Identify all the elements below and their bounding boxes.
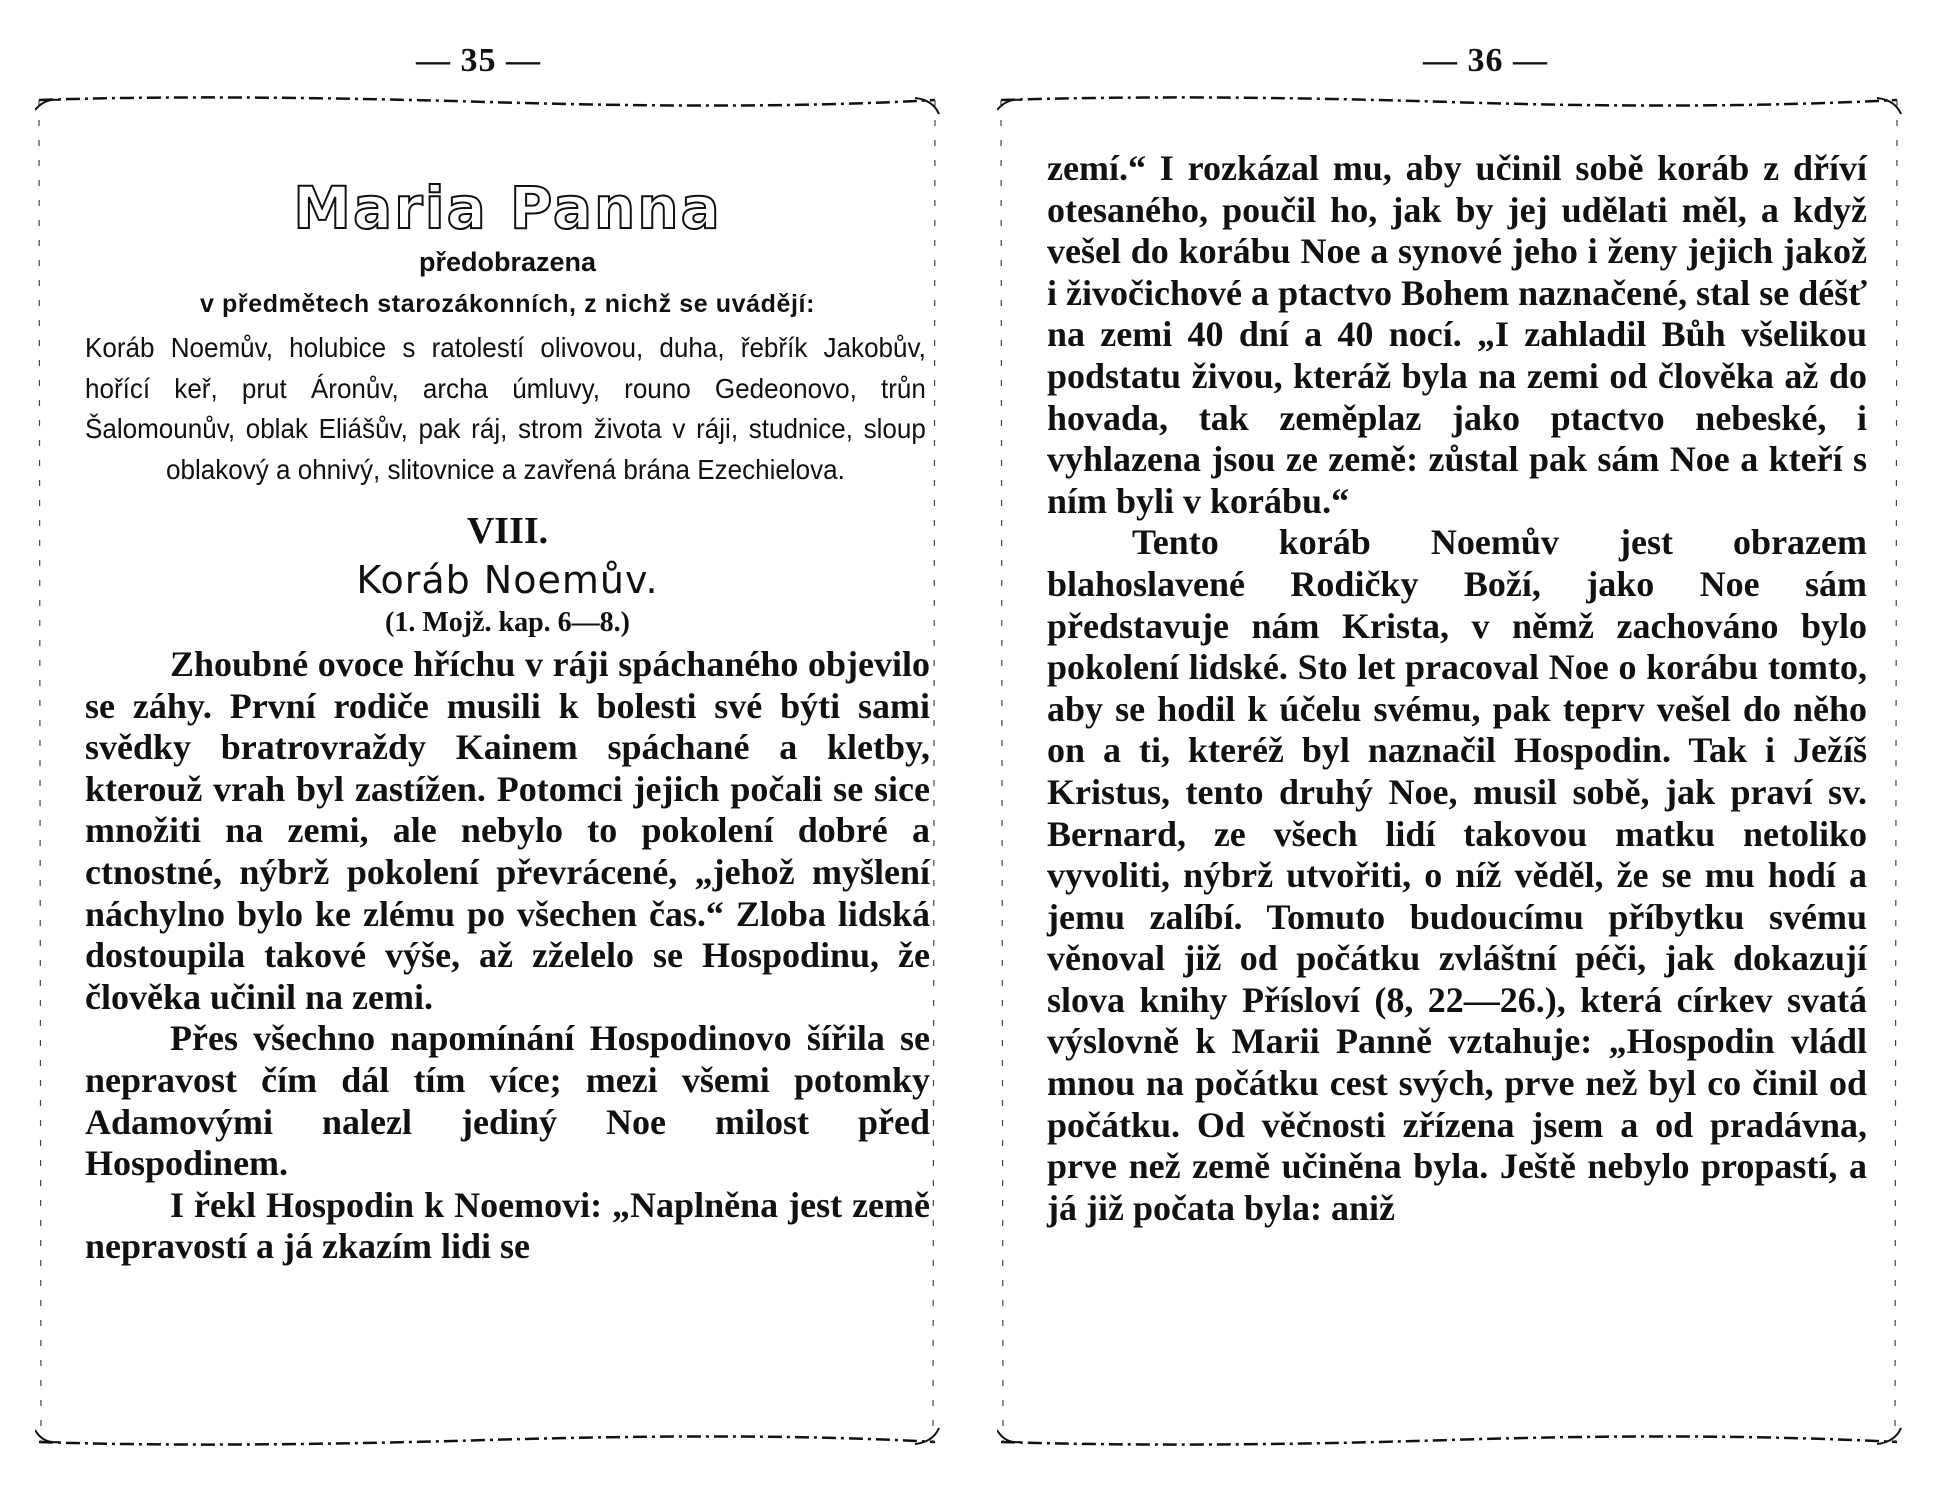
page-title: Maria Panna [293, 174, 722, 242]
subtitle: předobrazena [418, 247, 597, 277]
scripture-reference: (1. Mojž. kap. 6—8.) [385, 607, 630, 638]
paragraph: I řekl Hospodin k Noemovi: „Naplněna jest země nepravostí a já zkazím lidi se [85, 1184, 930, 1267]
right-page-content [1047, 148, 1867, 1229]
left-page-content [85, 96, 930, 1268]
paragraph: Tento koráb Noemův jest obrazem blahoslavené Rodičky Boží, jako Noe sám představuje nám Krista, v němž zachováno bylo pokolení lidské. Sto let pracoval Noe o korábu tomto, aby se hodil k účelu svému, pak teprv vešel do něho on a ti, kteréž byl naznačil Hospodin. Tak i Ježíš Kristus, tento druhý Noe, musil sobě, jak praví sv. Bernard, ze všech lidí takovou matku netoliko vyvoliti, nýbrž utvořiti, o níž věděl, že se mu hodí a jemu zalíbí. Tomuto budoucímu příbytku svému věnoval již od počátku zvláštní péči, jak dokazují slova knihy Přísloví (8, 22—26.), která církev svatá výslovně k Marii Panně vztahuje: „Hospodin vládl mnou na počátku cest svých, prve než byl co činil od počátku. Od věčnosti zřízena jsem a od pradávna, prve než země učiněna byla. Ještě nebylo propastí, a já již počata byla: aniž [1047, 522, 1867, 1228]
page-number: — 35 — [416, 42, 541, 79]
paragraph: Zhoubné ovoce hříchu v ráji spáchaného objevilo se záhy. První rodiče musili k bolesti své býti sami svědky bratrovraždy Kainem spáchané a kletby, kterouž vrah byl zastížen. Potomci jejich počali se sice množiti na zemi, ale nebylo to pokolení dobré a ctnostné, nýbrž pokolení převrácené, „jehož myšlení náchylno bylo ke zlému po všechen čas.“ Zloba lidská dostoupila takové výše, až zželelo se Hospodinu, že člověka učinil na zemi. [85, 644, 930, 1017]
page-number: — 36 — [1423, 42, 1548, 79]
body-text [1047, 148, 1867, 1229]
chapter-number: VIII. [466, 510, 549, 552]
body-text [85, 644, 930, 1268]
paragraph: zemí.“ I rozkázal mu, aby učinil sobě koráb z dříví otesaného, poučil ho, jak by jej udělati měl, a když vešel do korábu Noe a synové jeho i ženy jejich jakož i živočichové a ptactvo Bohem naznačené, stal se déšť na zemi 40 dní a 40 nocí. „I zahladil Bůh všelikou podstatu živou, kteráž byla na zemi od člověka až do hovada, tak zeměplaz jako ptactvo nebeské, i vyhlazena jsou ze země: zůstal pak sám Noe a kteří s ním byli v korábu.“ [1047, 148, 1867, 521]
intro-text: Koráb Noemův, holubice s ratolestí olivovou, duha, řebřík Jakobův, hořící keř, prut Áronův, archa úmluvy, rouno Gedeonovo, trůn Šalomounův, oblak Eliášův, pak ráj, strom života v ráji, studnice, sloup oblakový a ohnivý, slitovnice a zavřená brána Ezechielova. [85, 332, 926, 485]
intro-heading: v předmětech starozákonních, z nichž se uvádějí: [199, 290, 816, 318]
decorative-border [35, 96, 940, 1446]
chapter-title: Koráb Noemův. [356, 558, 659, 602]
paragraph: Přes všechno napomínání Hospodinovo šířila se nepravost čím dál tím více; mezi všemi potomky Adamovými nalezl jediný Noe milost před Hospodinem. [85, 1018, 930, 1184]
decorative-border [997, 96, 1902, 1446]
right-page [977, 0, 1954, 1500]
